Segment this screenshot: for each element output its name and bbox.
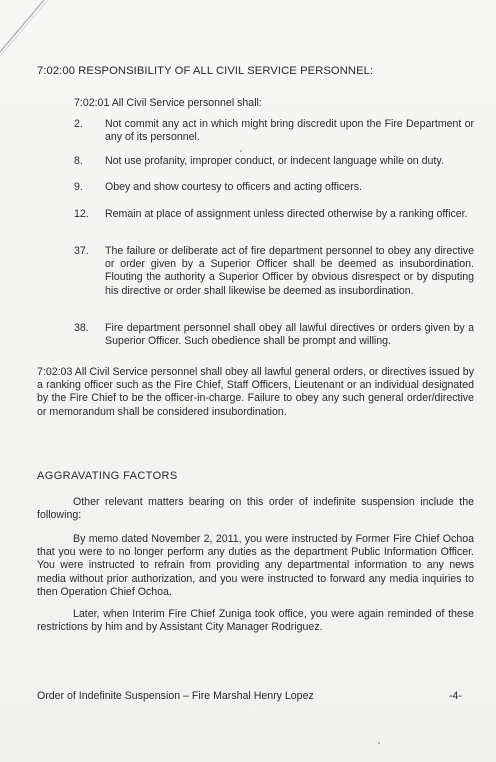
list-item bbox=[74, 118, 474, 144]
item-number: 9. bbox=[74, 181, 83, 193]
list-item bbox=[74, 208, 474, 221]
list-item bbox=[74, 245, 474, 298]
list-item bbox=[74, 322, 474, 348]
item-text: Not use profanity, improper conduct, or indecent language while on duty. bbox=[105, 155, 444, 167]
item-text: Not commit any act in which might bring discredit upon the Fire Department or any of its personnel. bbox=[105, 118, 474, 144]
list-item bbox=[74, 181, 474, 194]
item-number: 2. bbox=[74, 118, 83, 130]
section-heading: 7:02:00 RESPONSIBILITY OF ALL CIVIL SERVICE PERSONNEL: bbox=[37, 65, 374, 77]
item-text: Fire department personnel shall obey all lawful directives or orders given by a Superior Officer. Such obedience shall be prompt and willing. bbox=[105, 322, 474, 348]
section-intro: 7:02:01 All Civil Service personnel shall: bbox=[74, 97, 262, 109]
scan-speck bbox=[240, 150, 242, 152]
item-number: 38. bbox=[74, 322, 89, 334]
list-item bbox=[74, 155, 474, 168]
item-number: 8. bbox=[74, 155, 83, 167]
item-number: 12. bbox=[74, 208, 89, 220]
item-text: Obey and show courtesy to officers and acting officers. bbox=[105, 181, 362, 193]
aggravating-paragraph-2: By memo dated November 2, 2011, you were instructed by Former Fire Chief Ochoa that you were to no longer perform any duties as the department Public Information Officer. You were instructed to refrain from providing any departmental information to any news media without prior authorization, and you were instructed to forward any media inquiries to then Operation Chief Ochoa. bbox=[37, 533, 474, 598]
rule-paragraph: 7:02:03 All Civil Service personnel shall obey all lawful general orders, or directives issued by a ranking officer such as the Fire Chief, Staff Officers, Lieutenant or an individual designated by the Fire Chief to be the officer-in-charge. Failure to obey any such general order/directive or memorandum shall be considered insubordination. bbox=[37, 366, 474, 418]
page-number: -4- bbox=[449, 690, 462, 702]
scan-speck bbox=[378, 742, 380, 744]
item-number: 37. bbox=[74, 245, 89, 257]
aggravating-paragraph-3: Later, when Interim Fire Chief Zuniga took office, you were again reminded of these restrictions by him and by Assistant City Manager Rodriguez. bbox=[37, 608, 474, 634]
page-fold-mark bbox=[0, 0, 60, 60]
item-text: The failure or deliberate act of fire department personnel to obey any directive or order given by a Superior Officer shall be deemed as insubordination. Flouting the authority a Superior Officer by obvious disrespect or by disputing his directive or order shall likewise be deemed as insubordination. bbox=[105, 245, 474, 297]
aggravating-paragraph-1: Other relevant matters bearing on this order of indefinite suspension include the following: bbox=[37, 496, 474, 522]
item-text: Remain at place of assignment unless directed otherwise by a ranking officer. bbox=[105, 208, 468, 220]
aggravating-heading: AGGRAVATING FACTORS bbox=[37, 470, 178, 482]
footer-title: Order of Indefinite Suspension – Fire Marshal Henry Lopez bbox=[37, 690, 314, 702]
